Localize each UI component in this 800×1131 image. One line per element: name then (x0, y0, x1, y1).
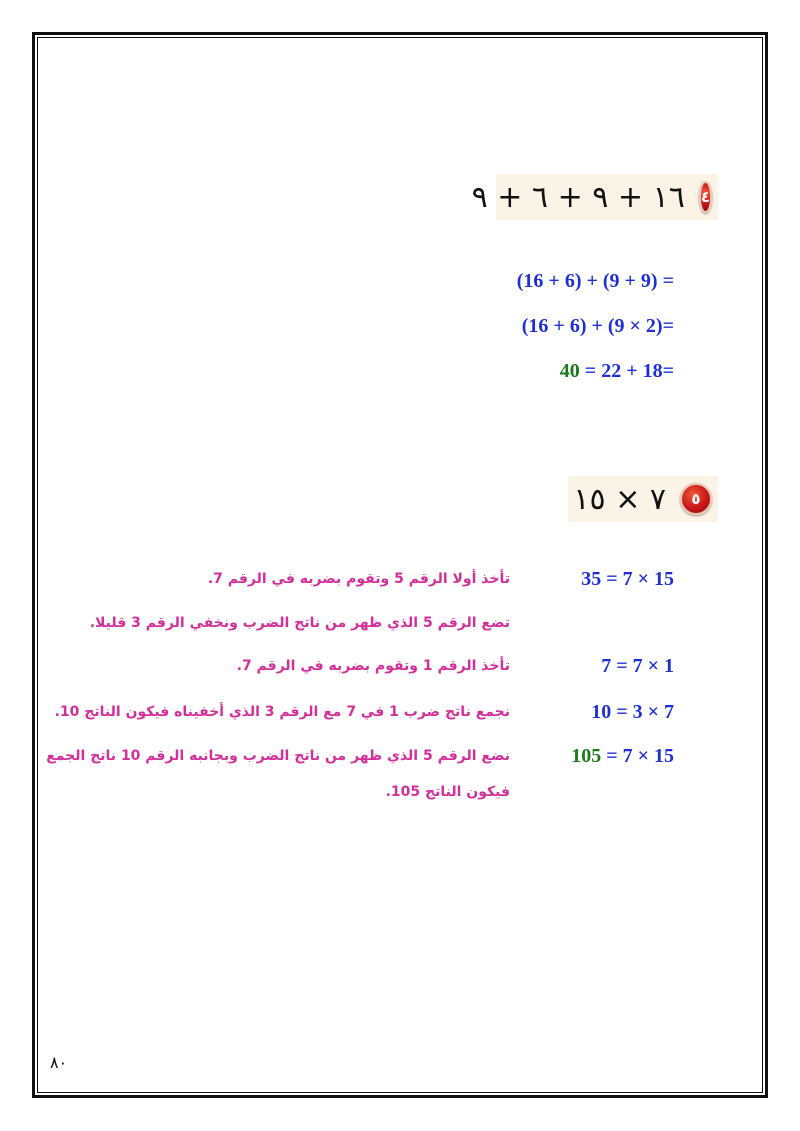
step-2-note: تضع الرقم 5 الذي ظهر من ناتج الضرب ونخفي الرقم 3 قليلا. (89, 615, 510, 631)
step-5-note-continued: فيكون الناتج 105. (385, 784, 510, 800)
step-1-result: 35 (581, 568, 602, 590)
step-1-expression: = 7 × 15 (601, 568, 674, 590)
problem-4-line-3-rest: = 22 + 18= (579, 360, 674, 382)
step-3-note: تأخذ الرقم 1 وتقوم بضربه في الرقم 7. (236, 658, 510, 674)
problem-4-line-2: (16 + 6) + (9 × 2)= (521, 315, 674, 337)
page-number: ٨٠ (50, 1053, 68, 1072)
problem-5-number-badge: ٥ (680, 483, 712, 515)
step-4-expression: = 3 × 7 (611, 701, 674, 723)
step-4-note: نجمع ناتج ضرب 1 في 7 مع الرقم 3 الذي أخفيناه فيكون الناتج 10. (54, 704, 510, 720)
problem-4-final-result: 40 (559, 360, 580, 382)
step-5-result: 105 (571, 745, 602, 767)
problem-4-line-3 (560, 360, 674, 383)
step-5-equation (571, 745, 674, 768)
step-1-equation (581, 568, 674, 591)
problem-4-line-1: (16 + 6) + (9 + 9) = (516, 270, 674, 292)
step-3-expression: = 7 × 1 (611, 655, 674, 677)
step-1-note: تأخذ أولا الرقم 5 وتقوم بضربه في الرقم 7. (207, 571, 510, 587)
problem-5-header (568, 476, 718, 522)
step-3-equation (601, 655, 674, 678)
step-5-expression: = 7 × 15 (601, 745, 674, 767)
step-3-result: 7 (601, 655, 612, 677)
problem-5-expression: ٧ × ١٥ (573, 481, 666, 517)
problem-4-expression: ١٦ + ٩ + ٦ + ٩ (471, 179, 685, 215)
step-5-note: نضع الرقم 5 الذي ظهر من ناتج الضرب وبجانبه الرقم 10 ناتج الجمع (46, 748, 510, 764)
step-4-equation (591, 701, 674, 724)
step-4-result: 10 (591, 701, 612, 723)
problem-4-number-badge: ٤ (699, 181, 712, 213)
problem-4-header (471, 174, 718, 220)
